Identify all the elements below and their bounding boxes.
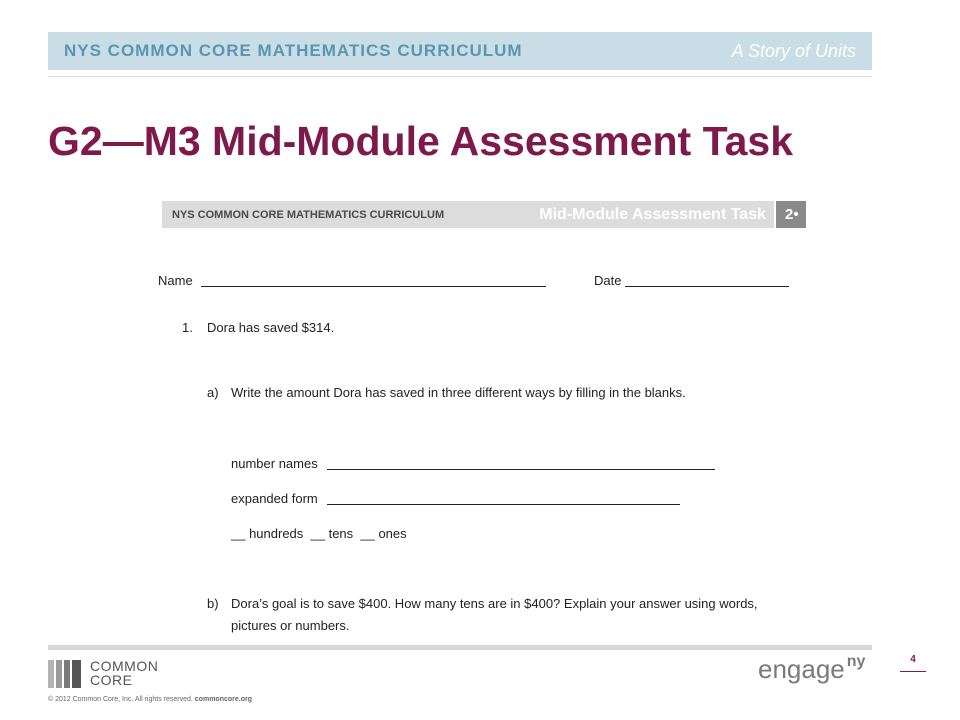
part-b-text-line1: Dora’s goal is to save $400. How many tens are in $400? Explain your answer using words, — [231, 596, 758, 611]
number-names-label: number names — [231, 456, 318, 471]
page-number: 4 — [900, 654, 926, 672]
question-1-text: Dora has saved $314. — [207, 320, 335, 335]
common-core-wordmark — [90, 659, 158, 687]
common-core-bars-icon — [48, 660, 82, 688]
common-core-line1: COMMON — [90, 658, 159, 674]
footer-divider — [48, 645, 872, 650]
number-names-blank — [327, 469, 715, 470]
banner-divider — [48, 76, 872, 77]
expanded-form-label: expanded form — [231, 491, 318, 506]
page-title: G2—M3 Mid-Module Assessment Task — [48, 118, 794, 164]
worksheet-task-label: Mid-Module Assessment Task — [539, 205, 766, 223]
copyright-notice — [48, 696, 252, 703]
question-1-number: 1. — [182, 320, 193, 335]
part-b-label: b) — [207, 596, 219, 611]
worksheet-header — [162, 201, 806, 228]
date-label: Date — [594, 273, 622, 288]
worksheet-header-bar — [162, 201, 774, 228]
part-b-text-line2: pictures or numbers. — [231, 618, 350, 633]
worksheet-grade-tag: 2• — [776, 201, 806, 228]
series-label: A Story of Units — [731, 40, 856, 61]
curriculum-label: NYS COMMON CORE MATHEMATICS CURRICULUM — [64, 41, 523, 60]
worksheet-curriculum-label: NYS COMMON CORE MATHEMATICS CURRICULUM — [172, 208, 445, 221]
expanded-form-blank — [327, 504, 680, 505]
curriculum-banner — [48, 32, 872, 70]
engage-wordmark: engage — [758, 654, 845, 684]
place-value-line: __ hundreds __ tens __ ones — [231, 526, 407, 541]
date-blank — [625, 286, 789, 287]
common-core-line2: CORE — [90, 672, 133, 688]
engageny-logo — [758, 654, 865, 685]
part-a-label: a) — [207, 385, 219, 400]
name-label: Name — [158, 273, 193, 288]
name-blank — [201, 286, 546, 287]
part-a-text: Write the amount Dora has saved in three different ways by filling in the blanks. — [231, 385, 686, 400]
copyright-text: © 2012 Common Core, Inc. All rights reserved. — [48, 696, 193, 703]
worksheet-image — [152, 195, 806, 645]
engage-ny-superscript: ny — [846, 653, 866, 670]
copyright-site: commoncore.org — [194, 696, 252, 703]
